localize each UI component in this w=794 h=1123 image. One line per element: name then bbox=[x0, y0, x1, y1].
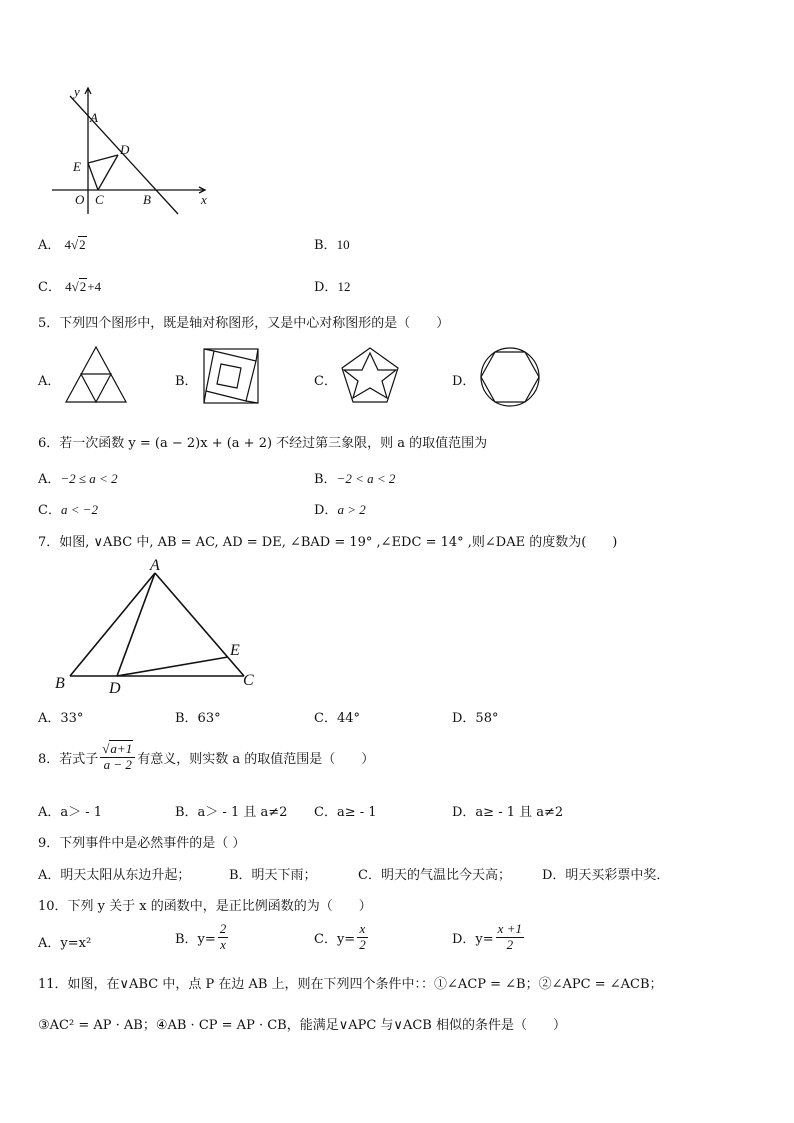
q4-label-x: x bbox=[201, 192, 207, 207]
q8-option-b: B．a＞ - 1 且 a≠2 bbox=[175, 805, 288, 820]
q7-label-e: E bbox=[230, 642, 240, 659]
q7-label-c: C bbox=[243, 672, 254, 689]
q4-option-d: D．12 bbox=[314, 279, 351, 295]
q8-option-a: A．a＞ - 1 bbox=[38, 805, 103, 820]
q7-option-a: A．33° bbox=[38, 711, 84, 726]
q8-option-c: C．a≥ - 1 bbox=[314, 805, 377, 820]
q10-option-d: D．y= $\frac{x +1}{2}$ bbox=[452, 921, 522, 952]
q4-label-y: y bbox=[74, 84, 80, 99]
q6-option-b: B．−2 < a < 2 bbox=[314, 471, 396, 487]
q4-label-d: D bbox=[120, 142, 130, 157]
q8-fraction: $\frac{√a+1}{a - 2}$ bbox=[100, 742, 135, 773]
q9-question: 9．下列事件中是必然事件的是（ ） bbox=[38, 836, 246, 851]
q5-option-a-label: A． bbox=[38, 374, 61, 389]
q5-option-c-label: C． bbox=[314, 374, 337, 389]
q6-question: 6．若一次函数 y = (a − 2)x + (a + 2) 不经过第三象限，则 a 的取值范围为 bbox=[38, 436, 488, 451]
q6-option-a: A．−2 ≤ a < 2 bbox=[38, 471, 118, 487]
q5-question: 5．下列四个图形中，既是轴对称图形，又是中心对称图形的是（ ） bbox=[38, 316, 450, 331]
q11-line1: 11．如图，在∨ABC 中，点 P 在边 AB 上，则在下列四个条件中：：①∠ACP = ∠B；②∠APC = ∠ACB； bbox=[38, 977, 663, 992]
q7-label-a: A bbox=[150, 557, 160, 574]
q4-label-b: B bbox=[143, 192, 151, 207]
q4-option-a-value: 4√2 bbox=[64, 237, 86, 252]
q7-question: 7．如图, ∨ABC 中, AB = AC, AD = DE, ∠BAD = 19° ,∠EDC = 14° ,则∠DAE 的度数为( ) bbox=[38, 535, 618, 550]
q7-option-c: C．44° bbox=[314, 711, 360, 726]
q4-option-a: A． 4√2 bbox=[38, 237, 86, 253]
q9-option-d: D．明天买彩票中奖． bbox=[542, 868, 670, 883]
q4-label-a: A bbox=[90, 110, 98, 125]
q4-option-c: C． 4√2+4 bbox=[38, 279, 102, 295]
q11-line2: ③AC² = AP · AB；④AB · CP = AP · CB，能满足∨APC 与∨ACB 相似的条件是（ ） bbox=[38, 1018, 566, 1033]
q10-option-c: C．y= $\frac{x}{2}$ bbox=[314, 921, 366, 952]
q10-option-b: B．y= $\frac{2}{x}$ bbox=[175, 921, 227, 952]
q9-option-b: B．明天下雨； bbox=[229, 868, 317, 883]
q10-question: 10．下列 y 关于 x 的函数中，是正比例函数的为（ ） bbox=[38, 899, 372, 914]
q8-question: 8．若式子 $\frac{√a+1}{a - 2}$ 有意义，则实数 a 的取值范围是（ ） bbox=[38, 741, 375, 772]
q4-label-e: E bbox=[73, 159, 81, 174]
q9-option-a: A．明天太阳从东边升起； bbox=[38, 868, 191, 883]
q7-option-d: D．58° bbox=[452, 711, 499, 726]
q4-label-o: O bbox=[75, 192, 85, 207]
q7-label-d: D bbox=[109, 680, 121, 697]
q4-option-b: B．10 bbox=[314, 237, 350, 253]
q10-option-a: A．y=x² bbox=[38, 936, 92, 951]
q4-label-c: C bbox=[95, 192, 104, 207]
q6-option-c: C．a < −2 bbox=[38, 502, 98, 518]
q5-option-d-label: D． bbox=[452, 374, 476, 389]
q7-label-b: B bbox=[55, 675, 65, 692]
q6-option-d: D．a > 2 bbox=[314, 502, 366, 518]
q8-option-d: D．a≥ - 1 且 a≠2 bbox=[452, 805, 564, 820]
q5-option-b-label: B． bbox=[175, 374, 198, 389]
q9-option-c: C．明天的气温比今天高； bbox=[358, 868, 511, 883]
q7-option-b: B．63° bbox=[175, 711, 221, 726]
